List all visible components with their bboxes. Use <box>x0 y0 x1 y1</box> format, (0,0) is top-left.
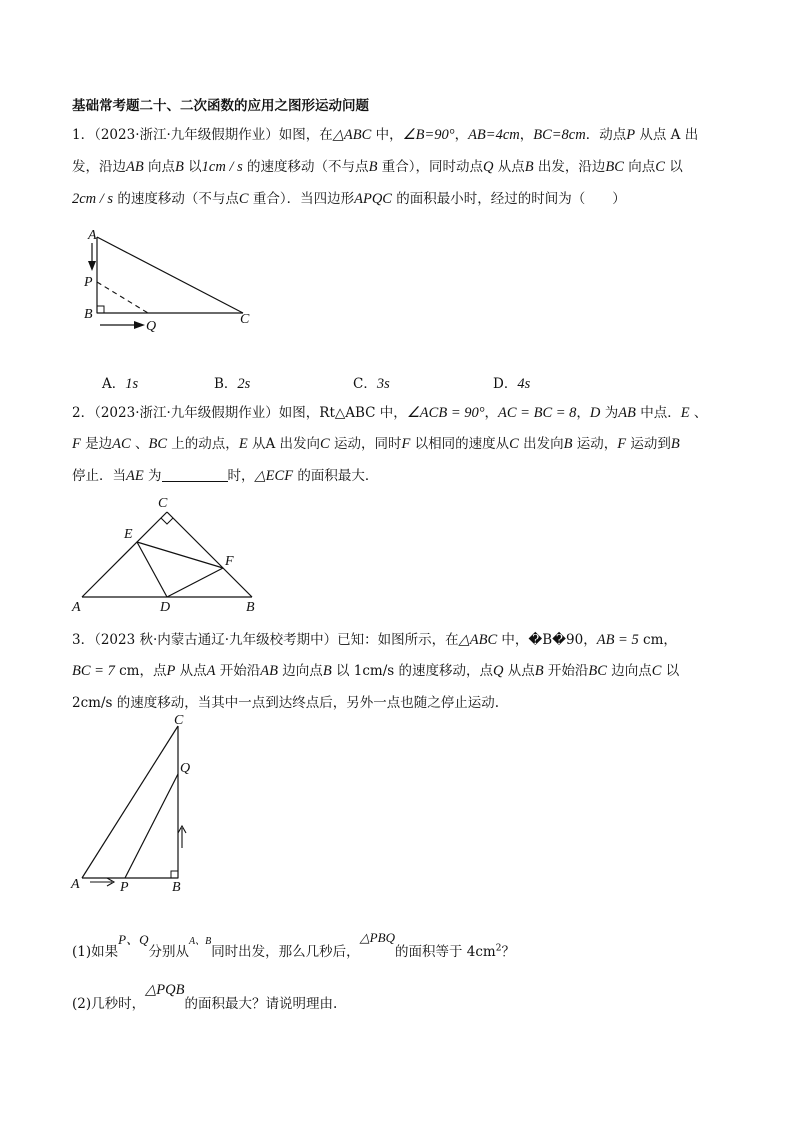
q3-line-2 <box>72 661 679 681</box>
q1-math: C <box>655 159 665 175</box>
q2-text: 从 <box>247 436 266 452</box>
q1-math: B <box>524 159 534 175</box>
q3-text: 从点 <box>503 663 535 679</box>
q2-math: C <box>320 436 330 452</box>
q1-seg-pq <box>97 282 148 313</box>
q3-text: (2)几秒时， <box>72 996 146 1012</box>
q2-math: BC <box>148 436 168 452</box>
q2-text: 运动，同时 <box>329 436 402 452</box>
q1-text: 1．（2023·浙江·九年级假期作业）如图，在 <box>72 127 333 143</box>
q1-text: 重合）．当四边形 <box>248 191 355 207</box>
option-key: B． <box>214 376 238 392</box>
q2-text: 、 <box>689 405 708 421</box>
q2-label-b: B <box>246 600 255 615</box>
q2-math: AC <box>112 436 131 452</box>
q1-option-b[interactable] <box>214 372 250 393</box>
q2-text: 出发向 <box>275 436 321 452</box>
q2-answer-blank[interactable] <box>162 467 228 482</box>
q3-text: 边向点 <box>278 663 323 679</box>
q3-right-angle-mark <box>171 871 178 878</box>
q1-math: ∠B=90° <box>402 127 455 143</box>
q3-math: Q <box>492 663 504 679</box>
option-value: 3s <box>376 376 390 392</box>
q1-option-a[interactable] <box>102 372 138 393</box>
q1-line-2 <box>72 157 683 177</box>
q1-math: AB=4cm <box>468 127 520 143</box>
option-value: 4s <box>517 376 531 392</box>
q1-text: 向点 <box>143 159 176 175</box>
q1-text: 的速度移动（不与点 <box>242 159 369 175</box>
q3-superscript: 2 <box>495 943 502 954</box>
q2-seg-df <box>167 568 223 597</box>
q3-part-1 <box>72 928 515 962</box>
q3-figure <box>68 713 198 896</box>
q3-math: AB = 5 <box>596 632 639 648</box>
q2-seg-ac <box>82 512 167 597</box>
q1-math: P <box>626 127 636 143</box>
q2-text: 停止．当 <box>72 468 126 484</box>
option-key: C． <box>353 376 377 392</box>
q3-text: (1)如果 <box>72 944 119 960</box>
q3-label-b: B <box>172 880 181 895</box>
q1-text: 以 <box>664 159 683 175</box>
q1-math: B <box>175 159 184 175</box>
q3-math: A <box>206 663 216 679</box>
q2-math: AE <box>126 468 144 484</box>
q2-text: 的面积最大． <box>293 468 379 484</box>
q1-text: 从点 A 出 <box>635 127 699 143</box>
q2-math: E <box>238 436 248 452</box>
q2-math: C <box>509 436 519 452</box>
q2-math: F <box>401 436 411 452</box>
q2-text: 中点． <box>635 405 681 421</box>
q2-text: 运动， <box>572 436 618 452</box>
q2-math: B <box>670 436 680 452</box>
q3-text: 的面积最大？请说明理由. <box>184 996 338 1012</box>
q2-text: 以相同的速度从 <box>410 436 510 452</box>
q2-math: Rt△ABC <box>319 405 376 421</box>
q3-math: △PQB <box>145 982 185 998</box>
q2-label-f: F <box>225 554 234 569</box>
q1-line-3 <box>72 189 626 209</box>
q3-text: 的面积等于 4cm <box>394 944 496 960</box>
q3-math: BC <box>588 663 607 679</box>
q1-arrow-down-head-icon <box>88 261 96 271</box>
q1-text: 的面积最小时，经过的时间为（ ） <box>391 191 626 207</box>
q2-text: 出发向 <box>518 436 564 452</box>
q3-math: P、Q <box>118 932 149 947</box>
q1-text: 出发，沿边 <box>533 159 606 175</box>
q2-math: △ECF <box>254 468 294 484</box>
q3-math: △PBQ <box>359 930 395 945</box>
q3-text: ， <box>583 632 597 648</box>
q3-text: 中， <box>497 632 529 648</box>
q1-text: ， <box>519 127 534 143</box>
q3-label-c: C <box>174 713 184 728</box>
q1-option-c[interactable] <box>353 372 390 393</box>
q2-line-3 <box>72 466 378 486</box>
q3-text: 分别从 <box>148 944 189 960</box>
q2-text: 为 <box>143 468 162 484</box>
q3-part-2 <box>72 980 337 1014</box>
q3-line-3: 2cm/s 的速度移动，当其中一点到达终点后，另外一点也随之停止运动. <box>72 695 500 711</box>
q1-text: 的速度移动（不与点 <box>113 191 239 207</box>
q1-figure <box>80 225 270 340</box>
q3-seg-pq <box>125 774 178 878</box>
q1-text: 向点 <box>623 159 656 175</box>
q1-math: BC <box>605 159 624 175</box>
q1-text: 以 <box>183 159 202 175</box>
q1-label-b: B <box>84 307 93 322</box>
q3-text: 3．（2023 秋·内蒙古通辽·九年级校考期中）已知：如图所示，在 <box>72 632 459 648</box>
q2-label-c: C <box>158 496 168 511</box>
q3-text: ？ <box>501 944 515 960</box>
section-title: 基础常考题二十、二次函数的应用之图形运动问题 <box>72 98 369 114</box>
q2-math: D <box>589 405 601 421</box>
q1-line-1 <box>72 125 698 145</box>
q3-math: C <box>651 663 662 679</box>
q2-label-a: A <box>72 600 81 615</box>
q2-line-1 <box>72 403 707 423</box>
q3-text: 从点 <box>175 663 207 679</box>
q3-math: △ABC <box>458 632 498 648</box>
q3-math: BC = 7 <box>72 663 115 679</box>
q3-text: 边向点 <box>606 663 652 679</box>
q1-label-c: C <box>240 312 250 327</box>
q2-text: 中， <box>375 405 407 421</box>
q3-label-a: A <box>71 877 80 892</box>
option-value: 2s <box>237 376 251 392</box>
q1-text: 重合），同时动点 <box>377 159 483 175</box>
q1-math: B <box>368 159 378 175</box>
q1-math: 1cm / s <box>201 159 243 175</box>
q1-math: BC=8cm <box>533 127 586 143</box>
q2-math: A <box>265 436 276 452</box>
q2-text: 是边 <box>80 436 113 452</box>
q3-math: A、B <box>188 936 212 947</box>
q1-label-a: A <box>88 228 97 243</box>
option-key: A． <box>102 376 126 392</box>
q1-math: APQC <box>354 191 392 207</box>
q3-math: P <box>166 663 176 679</box>
q2-text: ， <box>576 405 590 421</box>
q3-label-q: Q <box>180 761 191 776</box>
q1-math: △ABC <box>332 127 372 143</box>
option-key: D． <box>493 376 518 392</box>
q3-math: B <box>534 663 544 679</box>
q2-math: ∠ACB = 90° <box>406 405 485 421</box>
q3-text: 以 1cm/s 的速度移动，点 <box>331 663 493 679</box>
q1-right-angle-mark <box>97 306 104 313</box>
q2-label-e: E <box>124 527 133 542</box>
q3-text: 以 <box>661 663 680 679</box>
q3-math: �B�90 <box>528 632 584 648</box>
q3-label-p: P <box>120 880 129 895</box>
q1-label-q: Q <box>146 319 157 334</box>
q2-text: 运动到 <box>626 436 671 452</box>
q2-text: 2．（2023·浙江·九年级假期作业）如图， <box>72 405 320 421</box>
q2-label-d: D <box>160 600 171 615</box>
q2-math: F <box>72 436 81 452</box>
q1-math: 2cm / s <box>72 191 114 207</box>
q1-option-d[interactable] <box>493 372 530 393</box>
q3-math: B <box>322 663 332 679</box>
q2-text: 为 <box>600 405 619 421</box>
q2-line-2 <box>72 434 680 454</box>
q3-text: 同时出发，那么几秒后， <box>211 944 360 960</box>
q3-line-1 <box>72 630 677 650</box>
q1-text: ， <box>454 127 469 143</box>
q1-text: 中， <box>371 127 403 143</box>
q2-text: 、 <box>130 436 149 452</box>
q2-right-angle-mark <box>161 518 173 524</box>
q2-math: F <box>617 436 627 452</box>
q2-text: 上的动点， <box>167 436 239 452</box>
q3-text: cm，点 <box>114 663 167 679</box>
q2-math: E <box>680 405 690 421</box>
q3-text: 开始沿 <box>543 663 589 679</box>
q3-text: cm， <box>638 632 677 648</box>
q1-seg-ac <box>97 237 243 313</box>
q2-math: AB <box>618 405 636 421</box>
q2-math: B <box>563 436 573 452</box>
q1-text: ．动点 <box>585 127 627 143</box>
q1-label-p: P <box>84 275 93 290</box>
q3-text: 开始沿 <box>215 663 261 679</box>
option-value: 1s <box>125 376 139 392</box>
q1-math: C <box>238 191 249 207</box>
q2-math: AC = BC = 8 <box>498 405 577 421</box>
q2-text: ， <box>484 405 499 421</box>
q1-arrow-right-head-icon <box>134 321 145 329</box>
q2-text: 时， <box>227 468 255 484</box>
q1-math: AB <box>126 159 144 175</box>
q1-text: 发，沿边 <box>72 159 126 175</box>
q1-math: Q <box>482 159 494 175</box>
q1-text: 从点 <box>493 159 525 175</box>
q3-math: AB <box>260 663 279 679</box>
q2-figure <box>70 493 270 613</box>
